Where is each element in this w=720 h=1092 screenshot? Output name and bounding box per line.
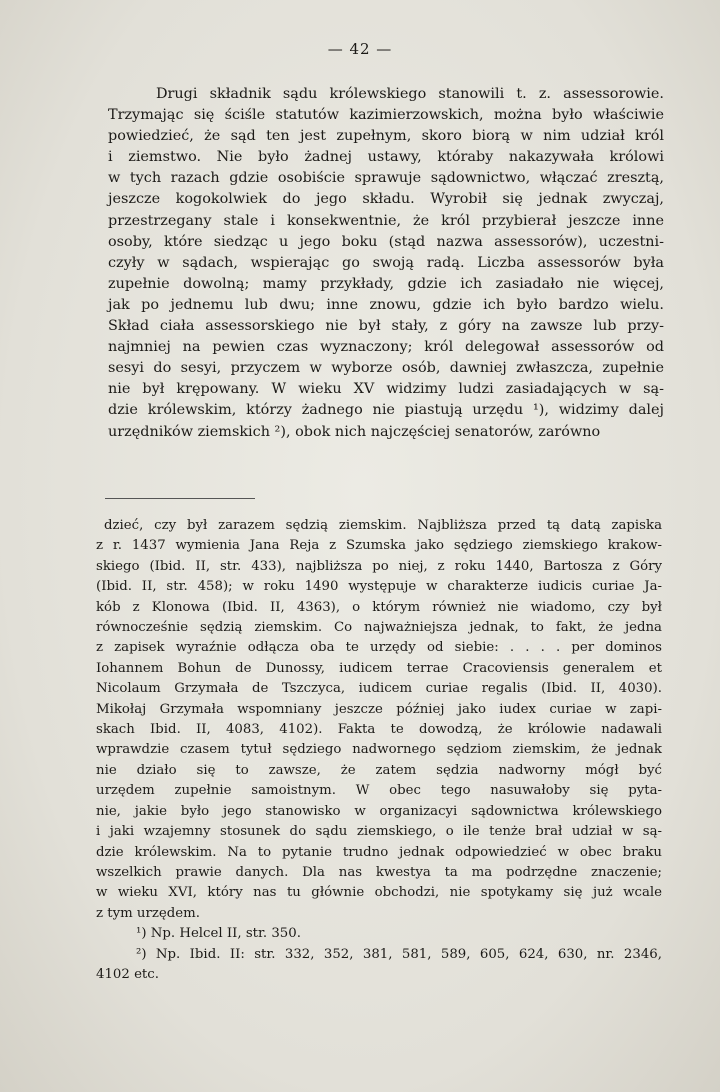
main-line: w tych razach gdzie osobiście sprawuje sądownictwo, włączać zresztą, bbox=[108, 170, 664, 187]
footnotes bbox=[96, 516, 662, 985]
footnote-line: Nicolaum Grzymała de Tszczyca, iudicem curiae regalis (Ibid. II, 4030). bbox=[96, 681, 662, 697]
main-line: Trzymając się ściśle statutów kazimierzowskich, można było właściwie bbox=[108, 107, 664, 124]
footnote-line: dzie królewskim. Na to pytanie trudno jednak odpowiedzieć w obec braku bbox=[96, 844, 662, 860]
footnote-note-1: ¹) Np. Helcel II, str. 350. bbox=[136, 926, 301, 942]
main-line: sesyi do sesyi, przyczem w wyborze osób, dawniej zwłaszcza, zupełnie bbox=[108, 360, 664, 377]
main-text bbox=[108, 84, 664, 443]
main-line: Drugi składnik sądu królewskiego stanowili t. z. assessorowie. bbox=[156, 86, 664, 102]
footnote-line: dzieć, czy był zarazem sędzią ziemskim. Najbliższa przed tą datą zapiska bbox=[104, 518, 662, 533]
footnote-line: skach Ibid. II, 4083, 4102). Fakta te dowodzą, że królowie nadawali bbox=[96, 722, 662, 738]
main-line: powiedzieć, że sąd ten jest zupełnym, skoro biorą w nim udział król bbox=[108, 128, 664, 145]
footnote-line: nie, jakie było jego stanowisko w organizacyi sądownictwa królewskiego bbox=[96, 803, 662, 819]
footnote-note-2: ²) Np. Ibid. II: str. 332, 352, 381, 581, 589, 605, 624, 630, nr. 2346, bbox=[136, 946, 662, 962]
footnote-line: wprawdzie czasem tytuł sędziego nadwornego sędziom ziemskim, że jednak bbox=[96, 742, 662, 758]
main-line: dzie królewskim, którzy żadnego nie piastują urzędu ¹), widzimy dalej bbox=[108, 402, 664, 419]
main-line: jeszcze kogokolwiek do jego składu. Wyrobił się jednak zwyczaj, bbox=[108, 191, 664, 208]
main-line: przestrzegany stale i konsekwentnie, że król przybierał jeszcze inne bbox=[108, 212, 664, 229]
footnote-line: równocześnie sędzią ziemskim. Co najważniejsza jednak, to fakt, że jedna bbox=[96, 620, 662, 636]
main-line: najmniej na pewien czas wyznaczony; król delegował assessorów od bbox=[108, 339, 664, 356]
page-number: — 42 — bbox=[327, 40, 393, 58]
footnote-line: i jaki wzajemny stosunek do sądu ziemskiego, o ile tenże brał udział w są- bbox=[96, 824, 662, 840]
main-line: i ziemstwo. Nie było żadnej ustawy, któraby nakazywała królowi bbox=[108, 149, 664, 166]
footnote-line: skiego (Ibid. II, str. 433), najbliższa po niej, z roku 1440, Bartosza z Góry bbox=[96, 558, 662, 574]
footnote-line: w wieku XVI, który nas tu głównie obchodzi, nie spotykamy się już wcale bbox=[96, 885, 662, 901]
footnote-line: wszelkich prawie danych. Dla nas kwestya ta ma podrzędne znaczenie; bbox=[96, 864, 662, 880]
main-line: jak po jednemu lub dwu; inne znowu, gdzie ich było bardzo wielu. bbox=[108, 296, 664, 313]
main-line: czyły w sądach, wspierając go swoją radą. Liczba assessorów była bbox=[108, 254, 664, 271]
footnote-divider bbox=[105, 498, 255, 499]
footnote-line: Iohannem Bohun de Dunossy, iudicem terrae Cracoviensis generalem et bbox=[96, 660, 662, 676]
main-line: Skład ciała assessorskiego nie był stały, z góry na zawsze lub przy- bbox=[108, 318, 664, 335]
footnote-line: z r. 1437 wymienia Jana Reja z Szumska jako sędziego ziemskiego krakow- bbox=[96, 538, 662, 554]
footnote-line: (Ibid. II, str. 458); w roku 1490 występuje w charakterze iudicis curiae Ja- bbox=[96, 579, 662, 595]
footnote-line: z tym urzędem. bbox=[96, 905, 200, 921]
footnote-line: nie działo się to zawsze, że zatem sędzia nadworny mógł być bbox=[96, 762, 662, 778]
footnote-note-2-continued: 4102 etc. bbox=[96, 966, 159, 982]
main-line: nie był krępowany. W wieku XV widzimy ludzi zasiadających w są- bbox=[108, 381, 664, 398]
main-line: urzędników ziemskich ²), obok nich najczęściej senatorów, zarówno bbox=[108, 423, 601, 440]
main-line: zupełnie dowolną; mamy przykłady, gdzie ich zasiadało nie więcej, bbox=[108, 275, 664, 292]
footnote-line: z zapisek wyraźnie odłącza oba te urzędy od siebie: . . . . per dominos bbox=[96, 640, 662, 656]
footnote-line: urzędem zupełnie samoistnym. W obec tego nasuwałoby się pyta- bbox=[96, 783, 662, 799]
footnote-line: Mikołaj Grzymała wspomniany jeszcze później jako iudex curiae w zapi- bbox=[96, 701, 662, 717]
footnote-line: kób z Klonowa (Ibid. II, 4363), o którym również nie wiadomo, czy był bbox=[96, 599, 662, 615]
main-line: osoby, które siedząc u jego boku (stąd nazwa assessorów), uczestni- bbox=[108, 233, 664, 250]
